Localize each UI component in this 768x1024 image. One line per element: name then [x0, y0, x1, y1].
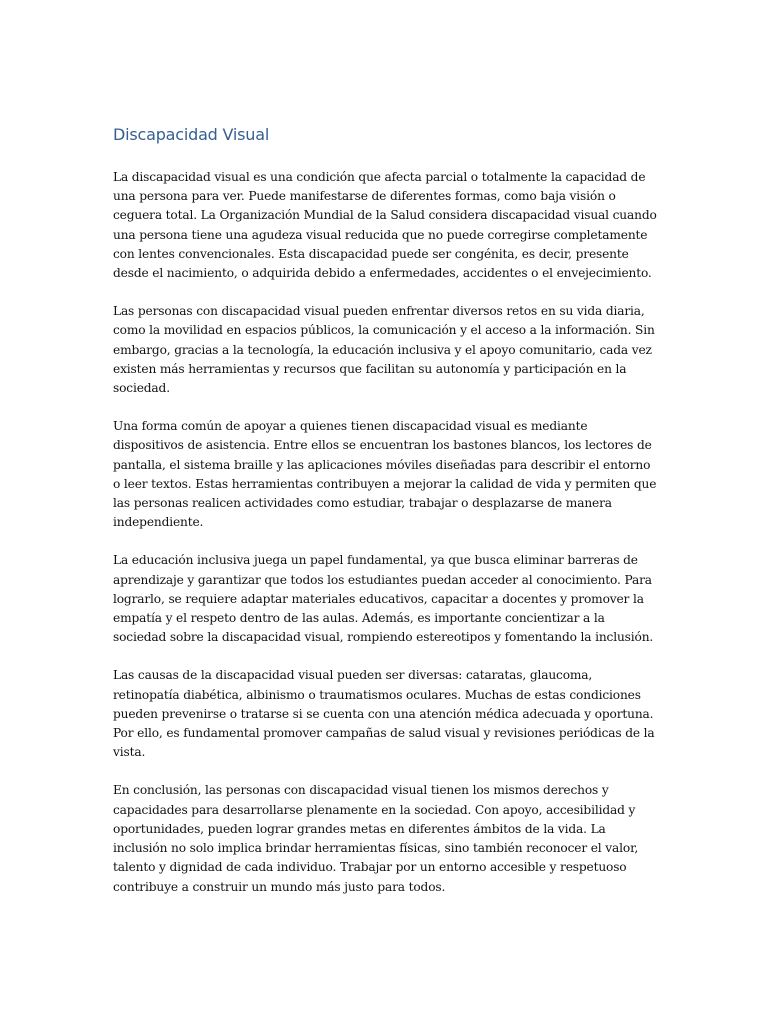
- document-title: Discapacidad Visual: [113, 125, 270, 144]
- paragraph-inclusive-education: La educación inclusiva juega un papel fundamental, ya que busca eliminar barreras de aprendizaje y garantizar que todos los estudiantes puedan acceder al conocimiento. Para lograrlo, se requiere adaptar materiales educativos, capacitar a docentes y promover la empatía y el respeto dentro de las aulas. Además, es importante concientizar a la sociedad sobre la discapacidad visual, rompiendo estereotipos y fomentando la inclusión.: [113, 553, 654, 645]
- paragraph-challenges: Las personas con discapacidad visual pueden enfrentar diversos retos en su vida diaria, como la movilidad en espacios públicos, la comunicación y el acceso a la información. Sin embargo, gracias a la tecnología, la educación inclusiva y el apoyo comunitario, cada vez existen más herramientas y recursos que facilitan su autonomía y participación en la sociedad.: [113, 304, 655, 396]
- paragraph-causes: Las causas de la discapacidad visual pueden ser diversas: cataratas, glaucoma, retinopatía diabética, albinismo o traumatismos oculares. Muchas de estas condiciones pueden prevenirse o tratarse si se cuenta con una atención médica adecuada y oportuna. Por ello, es fundamental promover campañas de salud visual y revisiones periódicas de la vista.: [113, 668, 655, 760]
- paragraph-conclusion: En conclusión, las personas con discapacidad visual tienen los mismos derechos y capacidades para desarrollarse plenamente en la sociedad. Con apoyo, accesibilidad y oportunidades, pueden lograr grandes metas en diferentes ámbitos de la vida. La inclusión no solo implica brindar herramientas físicas, sino también reconocer el valor, talento y dignidad de cada individuo. Trabajar por un entorno accesible y respetuoso contribuye a construir un mundo más justo para todos.: [113, 783, 639, 894]
- paragraph-intro: La discapacidad visual es una condición que afecta parcial o totalmente la capacidad de una persona para ver. Puede manifestarse de diferentes formas, como baja visión o ceguera total. La Organización Mundial de la Salud considera discapacidad visual cuando una persona tiene una agudeza visual reducida que no puede corregirse completamente con lentes convencionales. Esta discapacidad puede ser congénita, es decir, presente desde el nacimiento, o adquirida debido a enfermedades, accidentes o el envejecimiento.: [113, 170, 657, 281]
- document-body: [113, 124, 658, 916]
- paragraph-assistive-devices: Una forma común de apoyar a quienes tienen discapacidad visual es mediante dispositivos de asistencia. Entre ellos se encuentran los bastones blancos, los lectores de pantalla, el sistema braille y las aplicaciones móviles diseñadas para describir el entorno o leer textos. Estas herramientas contribuyen a mejorar la calidad de vida y permiten que las personas realicen actividades como estudiar, trabajar o desplazarse de manera independiente.: [113, 419, 657, 530]
